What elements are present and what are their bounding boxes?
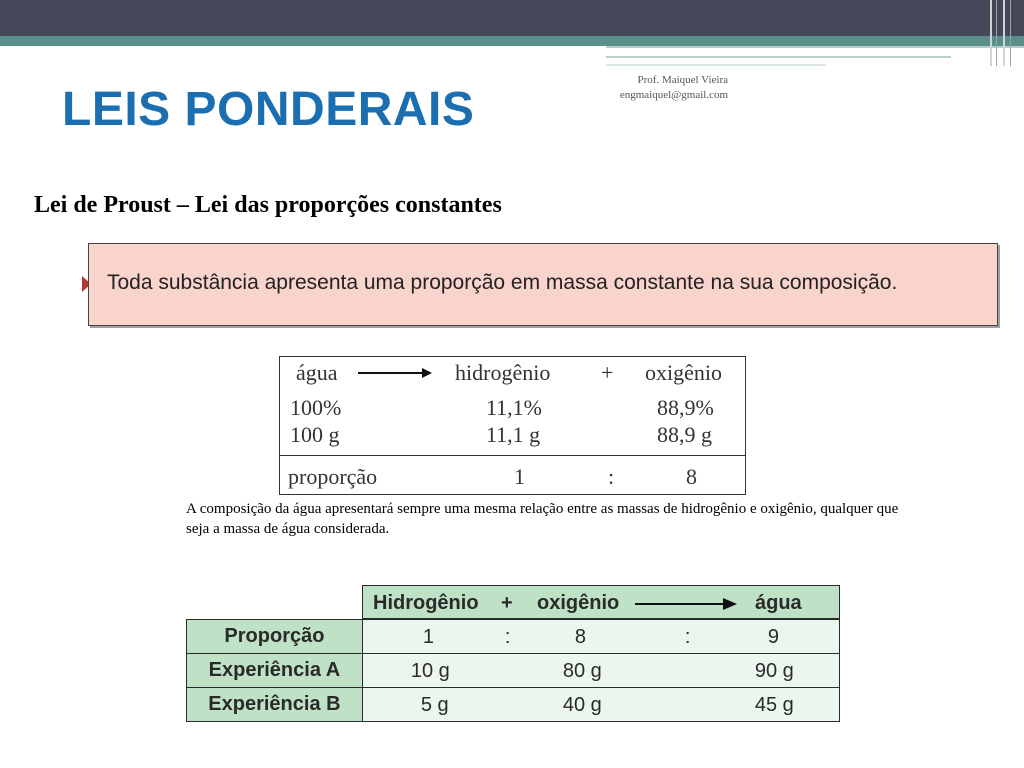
value-hydrogen: 10 g: [410, 660, 450, 682]
table2-body: [186, 619, 840, 722]
header-bar: [0, 0, 1024, 36]
header-vertical-line: [1003, 0, 1005, 66]
value-separator: :: [684, 626, 691, 648]
value-water: 9: [767, 626, 779, 648]
author-email: engmaiquel@gmail.com: [619, 89, 728, 101]
value-water: 45 g: [754, 694, 794, 716]
header-vertical-line: [990, 0, 992, 66]
row-values: [362, 620, 839, 654]
header-vertical-line: [996, 0, 997, 66]
row-values: [362, 688, 839, 722]
reactant-label: água: [296, 360, 338, 385]
slide-title: LEIS PONDERAIS: [62, 83, 475, 136]
header-oxygen: oxigênio: [537, 592, 620, 614]
header-water: água: [755, 592, 802, 614]
reaction-arrow-icon: [358, 372, 430, 374]
table-row: [187, 654, 840, 688]
header-vertical-line: [1010, 0, 1011, 66]
value-separator: :: [504, 626, 511, 648]
header-stripe: [606, 64, 826, 66]
table1-divider: [280, 455, 745, 456]
section-subtitle: Lei de Proust – Lei das proporções constantes: [34, 192, 502, 218]
author-info: [560, 73, 728, 103]
product1-label: hidrogênio: [455, 360, 551, 385]
law-statement: Toda substância apresenta uma proporção em massa constante na sua composição.: [107, 271, 898, 294]
value-oxygen: 40 g: [562, 694, 602, 716]
table1-cell: 100 g: [290, 422, 340, 447]
header-plus: +: [501, 592, 513, 614]
value-oxygen: 8: [574, 626, 586, 648]
header-hydrogen: Hidrogênio: [373, 592, 479, 614]
ratio-oxygen: 8: [686, 464, 697, 489]
row-label: Experiência A: [187, 654, 363, 688]
decomposition-table: [279, 356, 746, 495]
table1-cell: 100%: [290, 395, 342, 420]
value-hydrogen: 1: [422, 626, 434, 648]
table2-header: [362, 585, 840, 619]
header-stripe: [606, 46, 1024, 48]
table1-cell: 88,9 g: [657, 422, 712, 447]
law-statement-box: [88, 243, 998, 326]
table1-cell: 11,1%: [486, 395, 543, 420]
row-label: Proporção: [187, 620, 363, 654]
table1-cell: 11,1 g: [486, 422, 541, 447]
row-values: [362, 654, 839, 688]
ratio-label: proporção: [288, 464, 378, 489]
row-label: Experiência B: [187, 688, 363, 722]
value-water: 90 g: [754, 660, 794, 682]
ratio-hydrogen: 1: [514, 464, 525, 489]
reaction-arrow-icon: [635, 603, 735, 605]
header-accent-band: [0, 36, 1024, 46]
header-stripe: [606, 56, 951, 58]
plus-sign: +: [601, 360, 614, 385]
author-name: Prof. Maiquel Vieira: [637, 74, 728, 86]
ratio-separator: :: [608, 464, 615, 489]
table1-cell: 88,9%: [657, 395, 714, 420]
product2-label: oxigênio: [645, 360, 722, 385]
value-oxygen: 80 g: [562, 660, 602, 682]
synthesis-table: [186, 585, 840, 723]
table-row: [187, 620, 840, 654]
explanation-note: A composição da água apresentará sempre uma mesma relação entre as massas de hidrogênio e oxigênio, qualquer que seja a massa de água considerada.: [186, 501, 899, 537]
value-hydrogen: 5 g: [420, 694, 449, 716]
table-row: [187, 688, 840, 722]
